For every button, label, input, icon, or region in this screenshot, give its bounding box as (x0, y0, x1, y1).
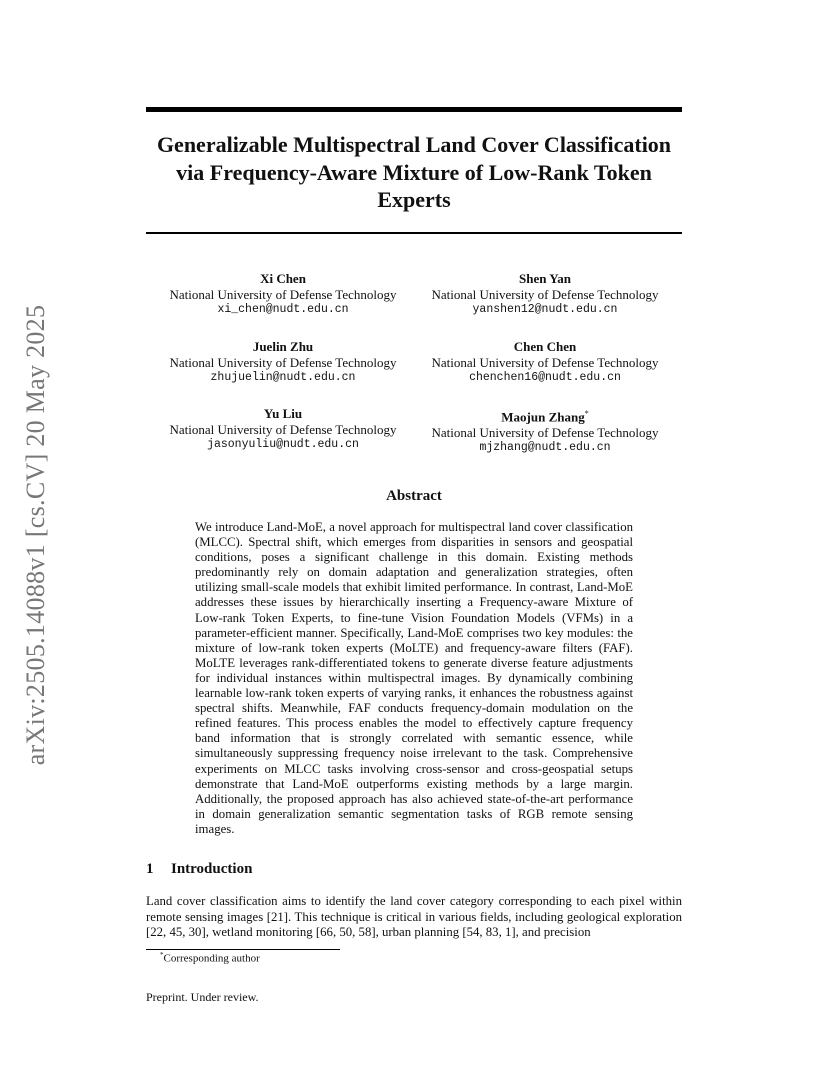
author-name (425, 406, 665, 425)
author-email[interactable]: xi_chen@nudt.edu.cn (217, 303, 349, 316)
footnote-mark: * (160, 951, 164, 959)
author-block (425, 339, 665, 386)
abstract-heading: Abstract (386, 488, 442, 504)
author-affiliation: National University of Defense Technology (431, 286, 659, 302)
abstract-text: We introduce Land-MoE, a novel approach for multispectral land cover classification (MLCC). Spectral shift, which emerges from disparities in sensors and geospatial conditions, poses a significant challenge in this domain. Existing methods predominantly rely on domain adaptation and generalization strategies, often utilizing small-scale models that exhibit limited performance. In contrast, Land-MoE addresses these issues by hierarchically inserting a Frequency-aware Mixture of Low-rank Token Experts, to fine-tune Vision Foundation Models (VFMs) in a parameter-efficient manner. Specifically, Land-MoE comprises two key modules: the mixture of low-rank token experts (MoLTE) and frequency-aware filters (FAF). MoLTE leverages rank-differentiated tokens to generate diverse feature adjustments for individual instances within multispectral images. By dynamically combining learnable low-rank token experts of varying ranks, it enhances the robustness against spectral shifts. Meanwhile, FAF conducts frequency-domain modulation on the refined features. This process enables the model to effectively capture frequency band information that is strongly correlated with semantic essence, while simultaneously suppressing frequency noise irrelevant to the task. Comprehensive experiments on MLCC tasks involving cross-sensor and cross-geospatial setups demonstrate that Land-MoE outperforms existing methods by a large margin. Additionally, the proposed approach has also achieved state-of-the-art performance in domain generalization semantic segmentation tasks of RGB remote sensing images. (195, 520, 633, 836)
author-email[interactable]: yanshen12@nudt.edu.cn (472, 303, 618, 316)
author-name-text: Maojun Zhang (501, 409, 585, 425)
arxiv-identifier-text: arXiv:2505.14088v1 [cs.CV] 20 May 2025 (21, 304, 50, 766)
author-block (425, 406, 665, 456)
author-affiliation: National University of Defense Technology (169, 421, 397, 437)
author-name: Shen Yan (519, 271, 571, 286)
author-affiliation: National University of Defense Technology (169, 286, 397, 302)
author-block (163, 271, 403, 318)
author-name: Juelin Zhu (252, 339, 314, 354)
preprint-notice: Preprint. Under review. (146, 990, 259, 1004)
section-number: 1 (146, 861, 154, 877)
paper-title: Generalizable Multispectral Land Cover Classification via Frequency-Aware Mixture of Low-Rank Token Experts (156, 132, 672, 212)
author-block (425, 271, 665, 318)
footnote-text: Corresponding author (163, 952, 260, 965)
author-affiliation: National University of Defense Technology (431, 354, 659, 370)
author-affiliation: National University of Defense Technology (431, 424, 659, 440)
author-affiliation: National University of Defense Technology (169, 354, 397, 370)
author-email[interactable]: zhujuelin@nudt.edu.cn (210, 371, 356, 384)
author-name: Xi Chen (260, 271, 306, 286)
author-email[interactable]: chenchen16@nudt.edu.cn (469, 371, 621, 384)
author-name: Yu Liu (263, 406, 303, 421)
section-heading (146, 861, 252, 878)
author-email[interactable]: jasonyuliu@nudt.edu.cn (207, 438, 359, 451)
author-block (163, 339, 403, 386)
footnote-rule (146, 949, 340, 950)
footnote (160, 951, 260, 965)
author-block (163, 406, 403, 453)
author-name: Chen Chen (513, 339, 577, 354)
section-title: Introduction (171, 861, 253, 877)
title-top-rule (146, 107, 682, 112)
author-email[interactable]: mjzhang@nudt.edu.cn (479, 441, 611, 455)
corresponding-author-mark: * (584, 409, 589, 418)
title-bottom-rule (146, 232, 682, 234)
introduction-text: Land cover classification aims to identify the land cover category corresponding to each pixel within remote sensing images [21]. This technique is critical in various fields, including geological exploration [22, 45, 30], wetland monitoring [66, 50, 58], urban planning [54, 83, 1], and precision (146, 894, 682, 939)
